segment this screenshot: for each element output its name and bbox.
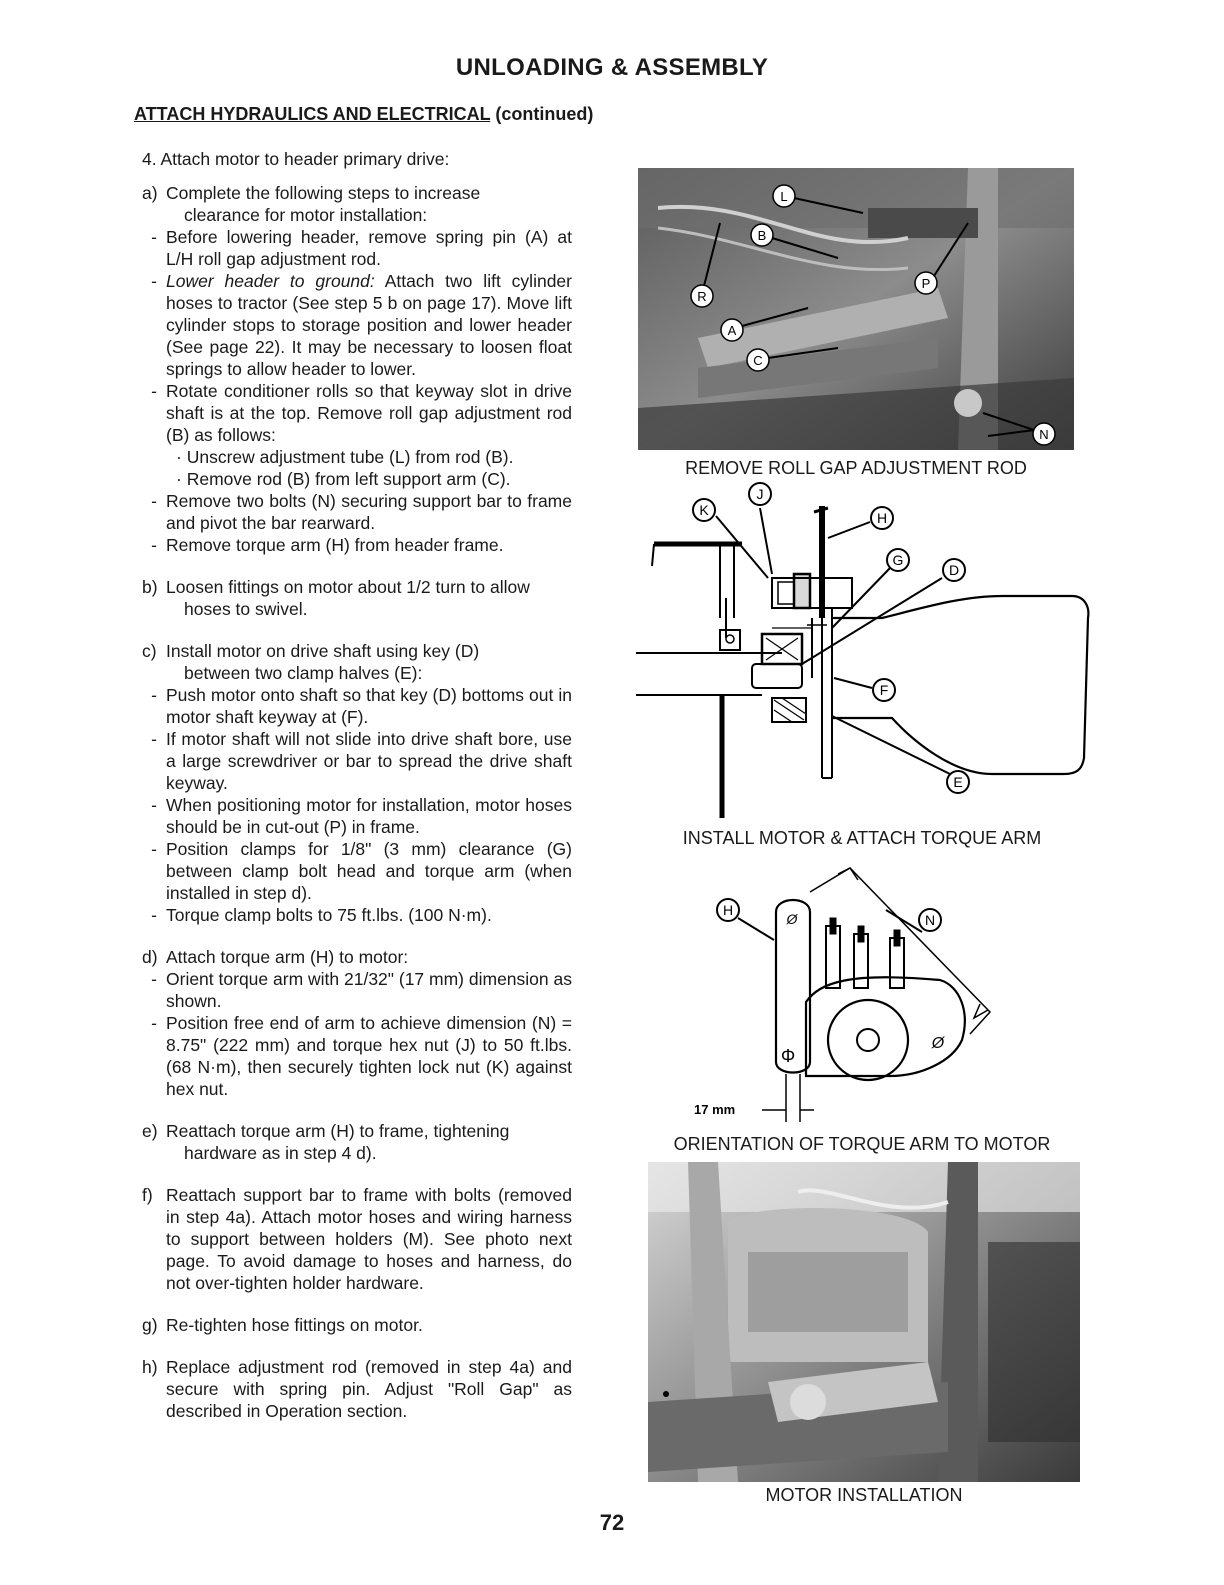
svg-text:J: J [756,486,764,502]
step-d [142,946,572,968]
list-item: - Push motor onto shaft so that key (D) bottoms out in motor shaft keyway at (F). [151,685,572,727]
flange-diameter-label: Ø [931,1035,945,1052]
list-item: - Position free end of arm to achieve dimension (N) = 8.75" (222 mm) and torque hex nut (J) to 50 ft.lbs. (68 N·m), then securely tighten lock nut (K) against hex nut. [151,1013,572,1099]
step-b-text: Loosen fittings on motor about 1/2 turn to allow [166,577,530,597]
list-item: - Torque clamp bolts to 75 ft.lbs. (100 N·m). [151,905,492,925]
figure-remove-roll-gap-rod [638,168,1074,450]
section-suffix: (continued) [495,104,594,124]
list-item: - Position clamps for 1/8" (3 mm) clearance (G) between clamp bolt head and torque arm (when installed in step d). [151,839,572,903]
step-b-label: b) [142,577,158,597]
step-h-label: h) [142,1357,158,1377]
step-c-label: c) [142,641,157,661]
figure1-caption: REMOVE ROLL GAP ADJUSTMENT ROD [685,458,1027,478]
page-number: 72 [599,1510,625,1535]
figure-motor-installation [648,1162,1080,1482]
svg-text:H: H [722,902,734,918]
step-b-cont: hoses to swivel. [184,599,308,619]
photo-motor-installation [648,1162,1080,1482]
svg-text:K: K [699,502,709,518]
figure-install-motor [632,478,1092,823]
bolt-symbol-label: Φ [780,1046,796,1066]
svg-text:E: E [953,774,963,790]
figure4-caption: MOTOR INSTALLATION [765,1485,963,1505]
list-item: - Remove two bolts (N) securing support bar to frame and pivot the bar rearward. [151,491,572,533]
section-title: ATTACH HYDRAULICS AND ELECTRICAL [134,104,491,124]
step-a-text: Complete the following steps to increase [166,183,481,203]
svg-text:A: A [727,323,737,338]
svg-text:L: L [780,189,788,204]
step-a-label: a) [142,183,158,203]
step-e-cont: hardware as in step 4 d). [184,1143,377,1163]
list-item: - Rotate conditioner rolls so that keyway slot in drive shaft is at the top. Remove roll gap adjustment rod (B) as follows: [151,381,572,445]
step-e-label: e) [142,1121,158,1141]
step-a [142,182,572,204]
diagram-orientation [690,862,1010,1132]
step-g-text: Re-tighten hose fittings on motor. [166,1315,423,1335]
list-item: - If motor shaft will not slide into drive shaft bore, use a large screwdriver or bar to spread the drive shaft keyway. [151,729,572,793]
callout-f [834,678,895,701]
step-c-text: Install motor on drive shaft using key (D) [166,641,480,661]
svg-text:R: R [697,289,707,304]
section-heading [134,104,593,125]
figure3-caption: ORIENTATION OF TORQUE ARM TO MOTOR [673,1134,1051,1154]
step-b [142,576,572,598]
step-4-intro: 4. Attach motor to header primary drive: [142,149,450,169]
list-item: - When positioning motor for installation, motor hoses should be in cut-out (P) in frame. [151,795,572,837]
step-d-label: d) [142,947,158,967]
photo-roll-gap-rod [638,168,1074,450]
sub-list-item: · Unscrew adjustment tube (L) from rod (B). [176,447,514,467]
callout-h [828,507,893,538]
dimension-17mm: 17 mm [694,1102,736,1117]
svg-text:B: B [757,228,767,243]
step-a-cont: clearance for motor installation: [184,205,428,225]
svg-text:N: N [924,912,936,928]
callout-g [832,549,909,628]
step-c [142,640,572,662]
list-item: - Lower header to ground: Attach two lift cylinder hoses to tractor (See step 5 b on page 17). Move lift cylinder stops to storage position and lower header (See page 22). It may be necessary to loosen float springs to allow header to lower. [151,271,572,379]
callout-k [693,499,768,578]
page-title: UNLOADING & ASSEMBLY [455,54,769,81]
step-g-label: g) [142,1315,158,1335]
diagram-install-motor [632,478,1092,823]
callout-h [717,899,774,940]
list-item: - Remove torque arm (H) from header frame. [151,535,504,555]
figure2-caption: INSTALL MOTOR & ATTACH TORQUE ARM [682,828,1042,848]
step-d-text: Attach torque arm (H) to motor: [166,947,409,967]
svg-text:H: H [876,510,888,526]
svg-text:P: P [921,276,931,291]
svg-text:N: N [1039,427,1049,442]
svg-text:G: G [892,552,904,568]
step-e [142,1120,572,1142]
list-item: - Orient torque arm with 21/32" (17 mm) dimension as shown. [151,969,572,1011]
figure-orientation [690,862,1010,1132]
step-e-text: Reattach torque arm (H) to frame, tightening [166,1121,510,1141]
step-f [142,1184,572,1294]
instructions-column [142,148,572,1422]
step-h [142,1356,572,1422]
step-h-text: Replace adjustment rod (removed in step 4a) and secure with spring pin. Adjust "Roll Gap" as described in Operation section. [166,1357,572,1421]
list-item: - Before lowering header, remove spring pin (A) at L/H roll gap adjustment rod. [151,227,572,269]
step-f-text: Reattach support bar to frame with bolts (removed in step 4a). Attach motor hoses and wiring harness to support between holders (M). See photo next page. To avoid damage to hoses and harness, do not over-tighten holder hardware. [166,1185,572,1293]
step-f-label: f) [142,1185,153,1205]
italic-lead: Lower header to ground: [166,271,375,291]
arm-diameter-label: Ø [786,911,798,927]
step-c-cont: between two clamp halves (E): [184,663,423,683]
step-g [142,1314,572,1336]
svg-text:F: F [879,682,889,698]
sub-list-item: · Remove rod (B) from left support arm (C). [176,469,511,489]
svg-text:C: C [753,353,763,368]
svg-text:D: D [948,562,960,578]
